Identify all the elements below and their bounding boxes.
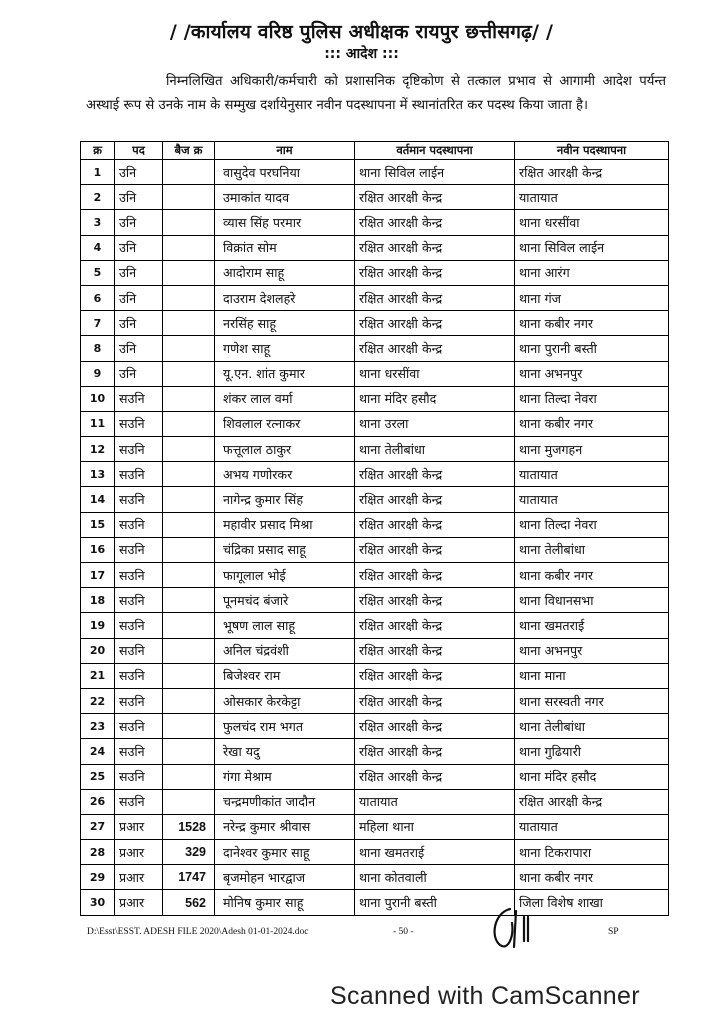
current-posting-cell: रक्षित आरक्षी केन्द्र: [355, 688, 515, 713]
current-posting-cell: थाना धरसींवा: [355, 361, 515, 386]
serial-cell: 8: [81, 336, 115, 361]
new-posting-cell: थाना तिल्दा नेवरा: [515, 386, 669, 411]
serial-cell: 16: [81, 537, 115, 562]
col-header-new-posting: नवीन पदस्थापना: [515, 142, 669, 160]
new-posting-cell: थाना तेलीबांधा: [515, 714, 669, 739]
new-posting-cell: थाना कबीर नगर: [515, 311, 669, 336]
current-posting-cell: रक्षित आरक्षी केन्द्र: [355, 739, 515, 764]
new-posting-cell: थाना पुरानी बस्ती: [515, 336, 669, 361]
name-cell: वासुदेव परघनिया: [215, 160, 355, 185]
current-posting-cell: रक्षित आरक्षी केन्द्र: [355, 588, 515, 613]
name-cell: नरसिंह साहू: [215, 311, 355, 336]
name-cell: भूषण लाल साहू: [215, 613, 355, 638]
table-row: [81, 160, 669, 185]
serial-cell: 1: [81, 160, 115, 185]
rank-cell: उनि: [115, 210, 163, 235]
current-posting-cell: रक्षित आरक्षी केन्द्र: [355, 235, 515, 260]
serial-cell: 24: [81, 739, 115, 764]
table-row: [81, 537, 669, 562]
current-posting-cell: रक्षित आरक्षी केन्द्र: [355, 185, 515, 210]
new-posting-cell: थाना मुजगहन: [515, 437, 669, 462]
badge-number-cell: [163, 688, 215, 713]
rank-cell: प्रआर: [115, 865, 163, 890]
current-posting-cell: रक्षित आरक्षी केन्द्र: [355, 487, 515, 512]
serial-cell: 3: [81, 210, 115, 235]
new-posting-cell: थाना खमतराई: [515, 613, 669, 638]
serial-cell: 14: [81, 487, 115, 512]
table-row: [81, 613, 669, 638]
serial-cell: 13: [81, 462, 115, 487]
badge-number-cell: [163, 260, 215, 285]
current-posting-cell: थाना उरला: [355, 411, 515, 436]
rank-cell: उनि: [115, 235, 163, 260]
rank-cell: सउनि: [115, 462, 163, 487]
table-row: [81, 638, 669, 663]
new-posting-cell: रक्षित आरक्षी केन्द्र: [515, 789, 669, 814]
serial-cell: 10: [81, 386, 115, 411]
serial-cell: 30: [81, 890, 115, 915]
current-posting-cell: रक्षित आरक्षी केन्द्र: [355, 613, 515, 638]
table-row: [81, 437, 669, 462]
current-posting-cell: थाना कोतवाली: [355, 865, 515, 890]
name-cell: चंद्रिका प्रसाद साहू: [215, 537, 355, 562]
rank-cell: सउनि: [115, 739, 163, 764]
current-posting-cell: रक्षित आरक्षी केन्द्र: [355, 311, 515, 336]
new-posting-cell: यातायात: [515, 462, 669, 487]
new-posting-cell: थाना कबीर नगर: [515, 865, 669, 890]
rank-cell: सउनि: [115, 537, 163, 562]
serial-cell: 4: [81, 235, 115, 260]
name-cell: चन्द्रमणीकांत जादौन: [215, 789, 355, 814]
table-row: [81, 739, 669, 764]
rank-cell: सउनि: [115, 411, 163, 436]
table-row: [81, 411, 669, 436]
new-posting-cell: थाना विधानसभा: [515, 588, 669, 613]
badge-number-cell: 1528: [163, 814, 215, 839]
col-header-badge: बैज क्र: [163, 142, 215, 160]
serial-cell: 23: [81, 714, 115, 739]
page-number: - 50 -: [393, 927, 414, 937]
name-cell: अनिल चंद्रवंशी: [215, 638, 355, 663]
current-posting-cell: रक्षित आरक्षी केन्द्र: [355, 462, 515, 487]
name-cell: आदोराम साहू: [215, 260, 355, 285]
name-cell: फागूलाल भोई: [215, 563, 355, 588]
badge-number-cell: [163, 185, 215, 210]
new-posting-cell: थाना सिविल लाईन: [515, 235, 669, 260]
current-posting-cell: यातायात: [355, 789, 515, 814]
new-posting-cell: थाना तेलीबांधा: [515, 537, 669, 562]
table-row: [81, 789, 669, 814]
serial-cell: 2: [81, 185, 115, 210]
new-posting-cell: थाना अभनपुर: [515, 638, 669, 663]
serial-cell: 11: [81, 411, 115, 436]
rank-cell: उनि: [115, 160, 163, 185]
badge-number-cell: [163, 285, 215, 310]
col-header-name: नाम: [215, 142, 355, 160]
order-heading: ::: आदेश :::: [324, 46, 399, 62]
rank-cell: उनि: [115, 185, 163, 210]
current-posting-cell: महिला थाना: [355, 814, 515, 839]
table-row: [81, 588, 669, 613]
new-posting-cell: थाना टिकरापारा: [515, 840, 669, 865]
current-posting-cell: रक्षित आरक्षी केन्द्र: [355, 285, 515, 310]
serial-cell: 5: [81, 260, 115, 285]
badge-number-cell: 562: [163, 890, 215, 915]
serial-cell: 12: [81, 437, 115, 462]
serial-cell: 25: [81, 764, 115, 789]
rank-cell: सउनि: [115, 588, 163, 613]
serial-cell: 27: [81, 814, 115, 839]
new-posting-cell: यातायात: [515, 185, 669, 210]
name-cell: नरेन्द्र कुमार श्रीवास: [215, 814, 355, 839]
name-cell: मोनिष कुमार साहू: [215, 890, 355, 915]
badge-number-cell: [163, 487, 215, 512]
new-posting-cell: थाना धरसींवा: [515, 210, 669, 235]
current-posting-cell: थाना खमतराई: [355, 840, 515, 865]
table-row: [81, 764, 669, 789]
current-posting-cell: रक्षित आरक्षी केन्द्र: [355, 210, 515, 235]
name-cell: रेखा यदु: [215, 739, 355, 764]
current-posting-cell: रक्षित आरक्षी केन्द्र: [355, 537, 515, 562]
signature-mark: [484, 903, 544, 955]
badge-number-cell: [163, 437, 215, 462]
sp-designation: SP: [608, 927, 619, 937]
table-row: [81, 311, 669, 336]
rank-cell: सउनि: [115, 688, 163, 713]
table-row: [81, 210, 669, 235]
new-posting-cell: थाना आरंग: [515, 260, 669, 285]
serial-cell: 19: [81, 613, 115, 638]
rank-cell: उनि: [115, 361, 163, 386]
new-posting-cell: थाना माना: [515, 663, 669, 688]
badge-number-cell: [163, 789, 215, 814]
badge-number-cell: [163, 386, 215, 411]
table-row: [81, 386, 669, 411]
table-row: [81, 260, 669, 285]
badge-number-cell: [163, 563, 215, 588]
serial-cell: 7: [81, 311, 115, 336]
name-cell: अभय गणोरकर: [215, 462, 355, 487]
name-cell: दाउराम देशलहरे: [215, 285, 355, 310]
new-posting-cell: यातायात: [515, 814, 669, 839]
name-cell: नागेन्द्र कुमार सिंह: [215, 487, 355, 512]
table-row: [81, 285, 669, 310]
current-posting-cell: रक्षित आरक्षी केन्द्र: [355, 663, 515, 688]
serial-cell: 20: [81, 638, 115, 663]
name-cell: गणेश साहू: [215, 336, 355, 361]
current-posting-cell: थाना पुरानी बस्ती: [355, 890, 515, 915]
badge-number-cell: [163, 739, 215, 764]
table-row: [81, 185, 669, 210]
table-row: [81, 814, 669, 839]
transfer-table: [80, 141, 669, 916]
file-path: D:\Esst\ESST. ADESH FILE 2020\Adesh 01-01-2024.doc: [87, 927, 309, 937]
badge-number-cell: [163, 714, 215, 739]
name-cell: बृजमोहन भारद्वाज: [215, 865, 355, 890]
current-posting-cell: रक्षित आरक्षी केन्द्र: [355, 512, 515, 537]
table-row: [81, 563, 669, 588]
badge-number-cell: [163, 663, 215, 688]
office-title: / /कार्यालय वरिष्ठ पुलिस अधीक्षक रायपुर छत्तीसगढ़/ /: [169, 21, 554, 43]
col-header-serial: क्र: [81, 142, 115, 160]
new-posting-cell: थाना तिल्दा नेवरा: [515, 512, 669, 537]
new-posting-cell: जिला विशेष शाखा: [515, 890, 669, 915]
serial-cell: 18: [81, 588, 115, 613]
current-posting-cell: थाना सिविल लाईन: [355, 160, 515, 185]
table-row: [81, 235, 669, 260]
badge-number-cell: [163, 336, 215, 361]
badge-number-cell: [163, 462, 215, 487]
serial-cell: 6: [81, 285, 115, 310]
table-row: [81, 840, 669, 865]
serial-cell: 26: [81, 789, 115, 814]
table-row: [81, 890, 669, 915]
badge-number-cell: [163, 638, 215, 663]
rank-cell: सउनि: [115, 789, 163, 814]
rank-cell: उनि: [115, 311, 163, 336]
new-posting-cell: थाना गुढियारी: [515, 739, 669, 764]
table-row: [81, 487, 669, 512]
new-posting-cell: थाना कबीर नगर: [515, 563, 669, 588]
serial-cell: 9: [81, 361, 115, 386]
col-header-rank: पद: [115, 142, 163, 160]
name-cell: यू.एन. शांत कुमार: [215, 361, 355, 386]
rank-cell: सउनि: [115, 386, 163, 411]
table-row: [81, 663, 669, 688]
current-posting-cell: थाना मंदिर हसौद: [355, 386, 515, 411]
badge-number-cell: [163, 210, 215, 235]
badge-number-cell: 1747: [163, 865, 215, 890]
name-cell: पूनमचंद बंजारे: [215, 588, 355, 613]
table-row: [81, 336, 669, 361]
badge-number-cell: [163, 235, 215, 260]
current-posting-cell: रक्षित आरक्षी केन्द्र: [355, 638, 515, 663]
serial-cell: 17: [81, 563, 115, 588]
rank-cell: उनि: [115, 285, 163, 310]
new-posting-cell: यातायात: [515, 487, 669, 512]
rank-cell: सउनि: [115, 714, 163, 739]
scanner-watermark: Scanned with CamScanner: [330, 982, 640, 1010]
rank-cell: उनि: [115, 336, 163, 361]
new-posting-cell: थाना मंदिर हसौद: [515, 764, 669, 789]
current-posting-cell: रक्षित आरक्षी केन्द्र: [355, 260, 515, 285]
badge-number-cell: [163, 537, 215, 562]
current-posting-cell: रक्षित आरक्षी केन्द्र: [355, 563, 515, 588]
name-cell: शंकर लाल वर्मा: [215, 386, 355, 411]
current-posting-cell: रक्षित आरक्षी केन्द्र: [355, 764, 515, 789]
name-cell: विक्रांत सोम: [215, 235, 355, 260]
serial-cell: 22: [81, 688, 115, 713]
rank-cell: सउनि: [115, 613, 163, 638]
name-cell: फुलचंद राम भगत: [215, 714, 355, 739]
rank-cell: उनि: [115, 260, 163, 285]
name-cell: बिजेश्वर राम: [215, 663, 355, 688]
new-posting-cell: थाना कबीर नगर: [515, 411, 669, 436]
rank-cell: सउनि: [115, 663, 163, 688]
new-posting-cell: रक्षित आरक्षी केन्द्र: [515, 160, 669, 185]
serial-cell: 29: [81, 865, 115, 890]
rank-cell: सउनि: [115, 764, 163, 789]
rank-cell: सउनि: [115, 563, 163, 588]
badge-number-cell: [163, 160, 215, 185]
current-posting-cell: रक्षित आरक्षी केन्द्र: [355, 336, 515, 361]
order-intro-paragraph: निम्नलिखित अधिकारी/कर्मचारी को प्रशासनिक दृष्टिकोण से तत्काल प्रभाव से आगामी आदेश पर्यन्त अस्थाई रूप से उनके नाम के सम्मुख दर्शायेनुसार नवीन पदस्थापना में स्थानांतरित कर पदस्थ किया जाता है।: [86, 74, 666, 113]
badge-number-cell: [163, 588, 215, 613]
name-cell: व्यास सिंह परमार: [215, 210, 355, 235]
name-cell: ओसकार केरकेट्टा: [215, 688, 355, 713]
rank-cell: प्रआर: [115, 814, 163, 839]
rank-cell: प्रआर: [115, 840, 163, 865]
badge-number-cell: [163, 311, 215, 336]
table-row: [81, 714, 669, 739]
col-header-current-posting: वर्तमान पदस्थापना: [355, 142, 515, 160]
new-posting-cell: थाना अभनपुर: [515, 361, 669, 386]
table-body: [81, 160, 669, 916]
serial-cell: 21: [81, 663, 115, 688]
badge-number-cell: [163, 613, 215, 638]
current-posting-cell: रक्षित आरक्षी केन्द्र: [355, 714, 515, 739]
table-row: [81, 462, 669, 487]
badge-number-cell: [163, 361, 215, 386]
name-cell: दानेश्वर कुमार साहू: [215, 840, 355, 865]
rank-cell: प्रआर: [115, 890, 163, 915]
table-header-row: [81, 142, 669, 160]
rank-cell: सउनि: [115, 437, 163, 462]
rank-cell: सउनि: [115, 638, 163, 663]
new-posting-cell: थाना गंज: [515, 285, 669, 310]
table-row: [81, 865, 669, 890]
table-row: [81, 361, 669, 386]
badge-number-cell: [163, 411, 215, 436]
serial-cell: 28: [81, 840, 115, 865]
name-cell: गंगा मेश्राम: [215, 764, 355, 789]
table-row: [81, 512, 669, 537]
name-cell: उमाकांत यादव: [215, 185, 355, 210]
new-posting-cell: थाना सरस्वती नगर: [515, 688, 669, 713]
badge-number-cell: [163, 512, 215, 537]
current-posting-cell: थाना तेलीबांधा: [355, 437, 515, 462]
badge-number-cell: 329: [163, 840, 215, 865]
table-row: [81, 688, 669, 713]
serial-cell: 15: [81, 512, 115, 537]
badge-number-cell: [163, 764, 215, 789]
name-cell: महावीर प्रसाद मिश्रा: [215, 512, 355, 537]
rank-cell: सउनि: [115, 487, 163, 512]
rank-cell: सउनि: [115, 512, 163, 537]
name-cell: शिवलाल रत्नाकर: [215, 411, 355, 436]
name-cell: फत्तूलाल ठाकुर: [215, 437, 355, 462]
